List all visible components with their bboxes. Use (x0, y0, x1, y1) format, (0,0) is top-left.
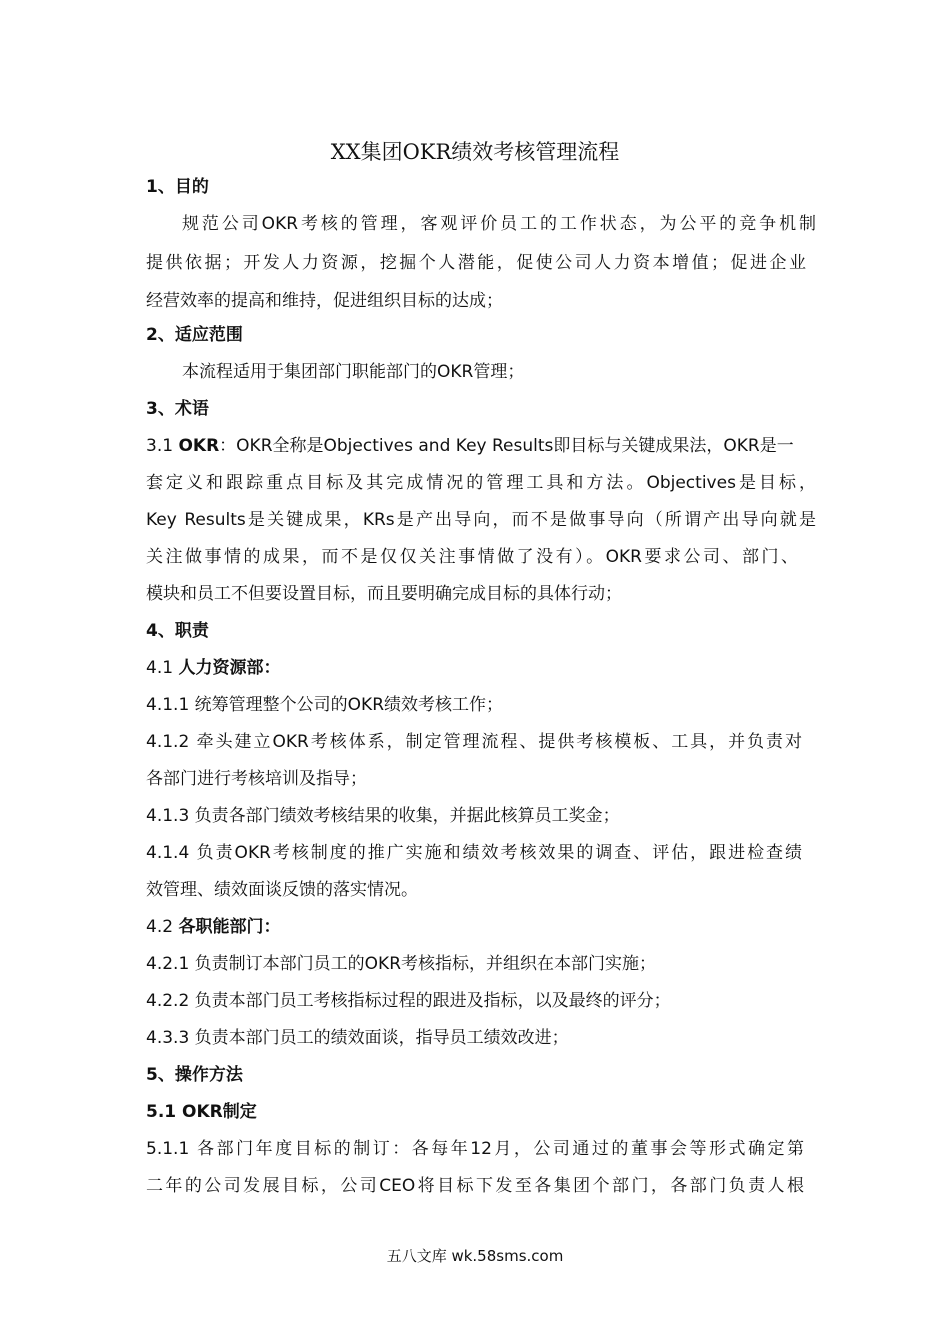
section-1-paragraph-line-3: 经营效率的提高和维持，促进组织目标的达成； (146, 291, 503, 311)
subsection-4-2-heading (146, 915, 280, 939)
section-2-paragraph: 本流程适用于集团部门职能部门的OKR管理； (182, 362, 525, 382)
subsection-4-1-title: 人力资源部： (178, 658, 281, 678)
term-okr-line-5: 模块和员工不但要设置目标，而且要明确完成目标的具体行动； (146, 584, 622, 604)
section-3-heading: 3、术语 (146, 399, 209, 419)
term-okr-line-1 (146, 434, 816, 458)
item-4-1-4-line-1: 4.1.4 负责OKR考核制度的推广实施和绩效考核效果的调查、评估，跟进检查绩 (146, 843, 802, 863)
item-4-2-2: 4.2.2 负责本部门员工考核指标过程的跟进及指标，以及最终的评分； (146, 991, 671, 1011)
item-4-2-1: 4.2.1 负责制订本部门员工的OKR考核指标，并组织在本部门实施； (146, 954, 656, 974)
term-okr-line-4: 关注做事情的成果，而不是仅仅关注事情做了没有）。OKR要求公司、部门、 (146, 547, 798, 567)
term-okr-definition-start: ：OKR全称是Objectives and Key Results即目标与关键成果法，OKR是一 (219, 436, 794, 456)
section-5-heading: 5、操作方法 (146, 1065, 243, 1085)
item-4-3-3: 4.3.3 负责本部门员工的绩效面谈，指导员工绩效改进； (146, 1028, 569, 1048)
term-okr-line-2: 套定义和跟踪重点目标及其完成情况的管理工具和方法。Objectives是目标， (146, 473, 816, 493)
section-4-heading: 4、职责 (146, 621, 209, 641)
document-title: XX集团OKR绩效考核管理流程 (330, 140, 620, 164)
term-okr-label: OKR (178, 436, 220, 456)
item-4-1-1: 4.1.1 统筹管理整个公司的OKR绩效考核工作； (146, 695, 503, 715)
item-5-1-1-line-1: 5.1.1 各部门年度目标的制订：各每年12月，公司通过的董事会等形式确定第 (146, 1139, 804, 1159)
item-4-1-4-line-2: 效管理、绩效面谈反馈的落实情况。 (146, 880, 418, 900)
item-4-1-2-line-1: 4.1.2 牵头建立OKR考核体系，制定管理流程、提供考核模板、工具，并负责对 (146, 732, 802, 752)
item-4-1-3: 4.1.3 负责各部门绩效考核结果的收集，并据此核算员工奖金； (146, 806, 620, 826)
term-okr-line-3: Key Results是关键成果，KRs是产出导向，而不是做事导向（所谓产出导向就是 (146, 510, 816, 530)
item-5-1-1-line-2: 二年的公司发展目标，公司CEO将目标下发至各集团个部门，各部门负责人根 (146, 1176, 804, 1196)
item-4-1-2-line-2: 各部门进行考核培训及指导； (146, 769, 367, 789)
section-2-heading: 2、适应范围 (146, 325, 243, 345)
subsection-4-2-title: 各职能部门： (178, 917, 281, 937)
subsection-4-2-number: 4.2 (146, 917, 179, 937)
section-1-paragraph-line-2: 提供依据；开发人力资源，挖掘个人潜能，促使公司人力资本增值；促进企业 (146, 253, 806, 273)
subsection-5-1-heading: 5.1 OKR制定 (146, 1102, 257, 1122)
subsection-4-1-heading (146, 656, 280, 680)
page-footer: 五八文库 wk.58sms.com (386, 1247, 564, 1265)
section-1-paragraph-line-1: 规范公司OKR考核的管理，客观评价员工的工作状态，为公平的竞争机制 (182, 214, 816, 234)
subsection-4-1-number: 4.1 (146, 658, 179, 678)
term-okr-number: 3.1 (146, 436, 179, 456)
section-1-heading: 1、目的 (146, 177, 209, 197)
